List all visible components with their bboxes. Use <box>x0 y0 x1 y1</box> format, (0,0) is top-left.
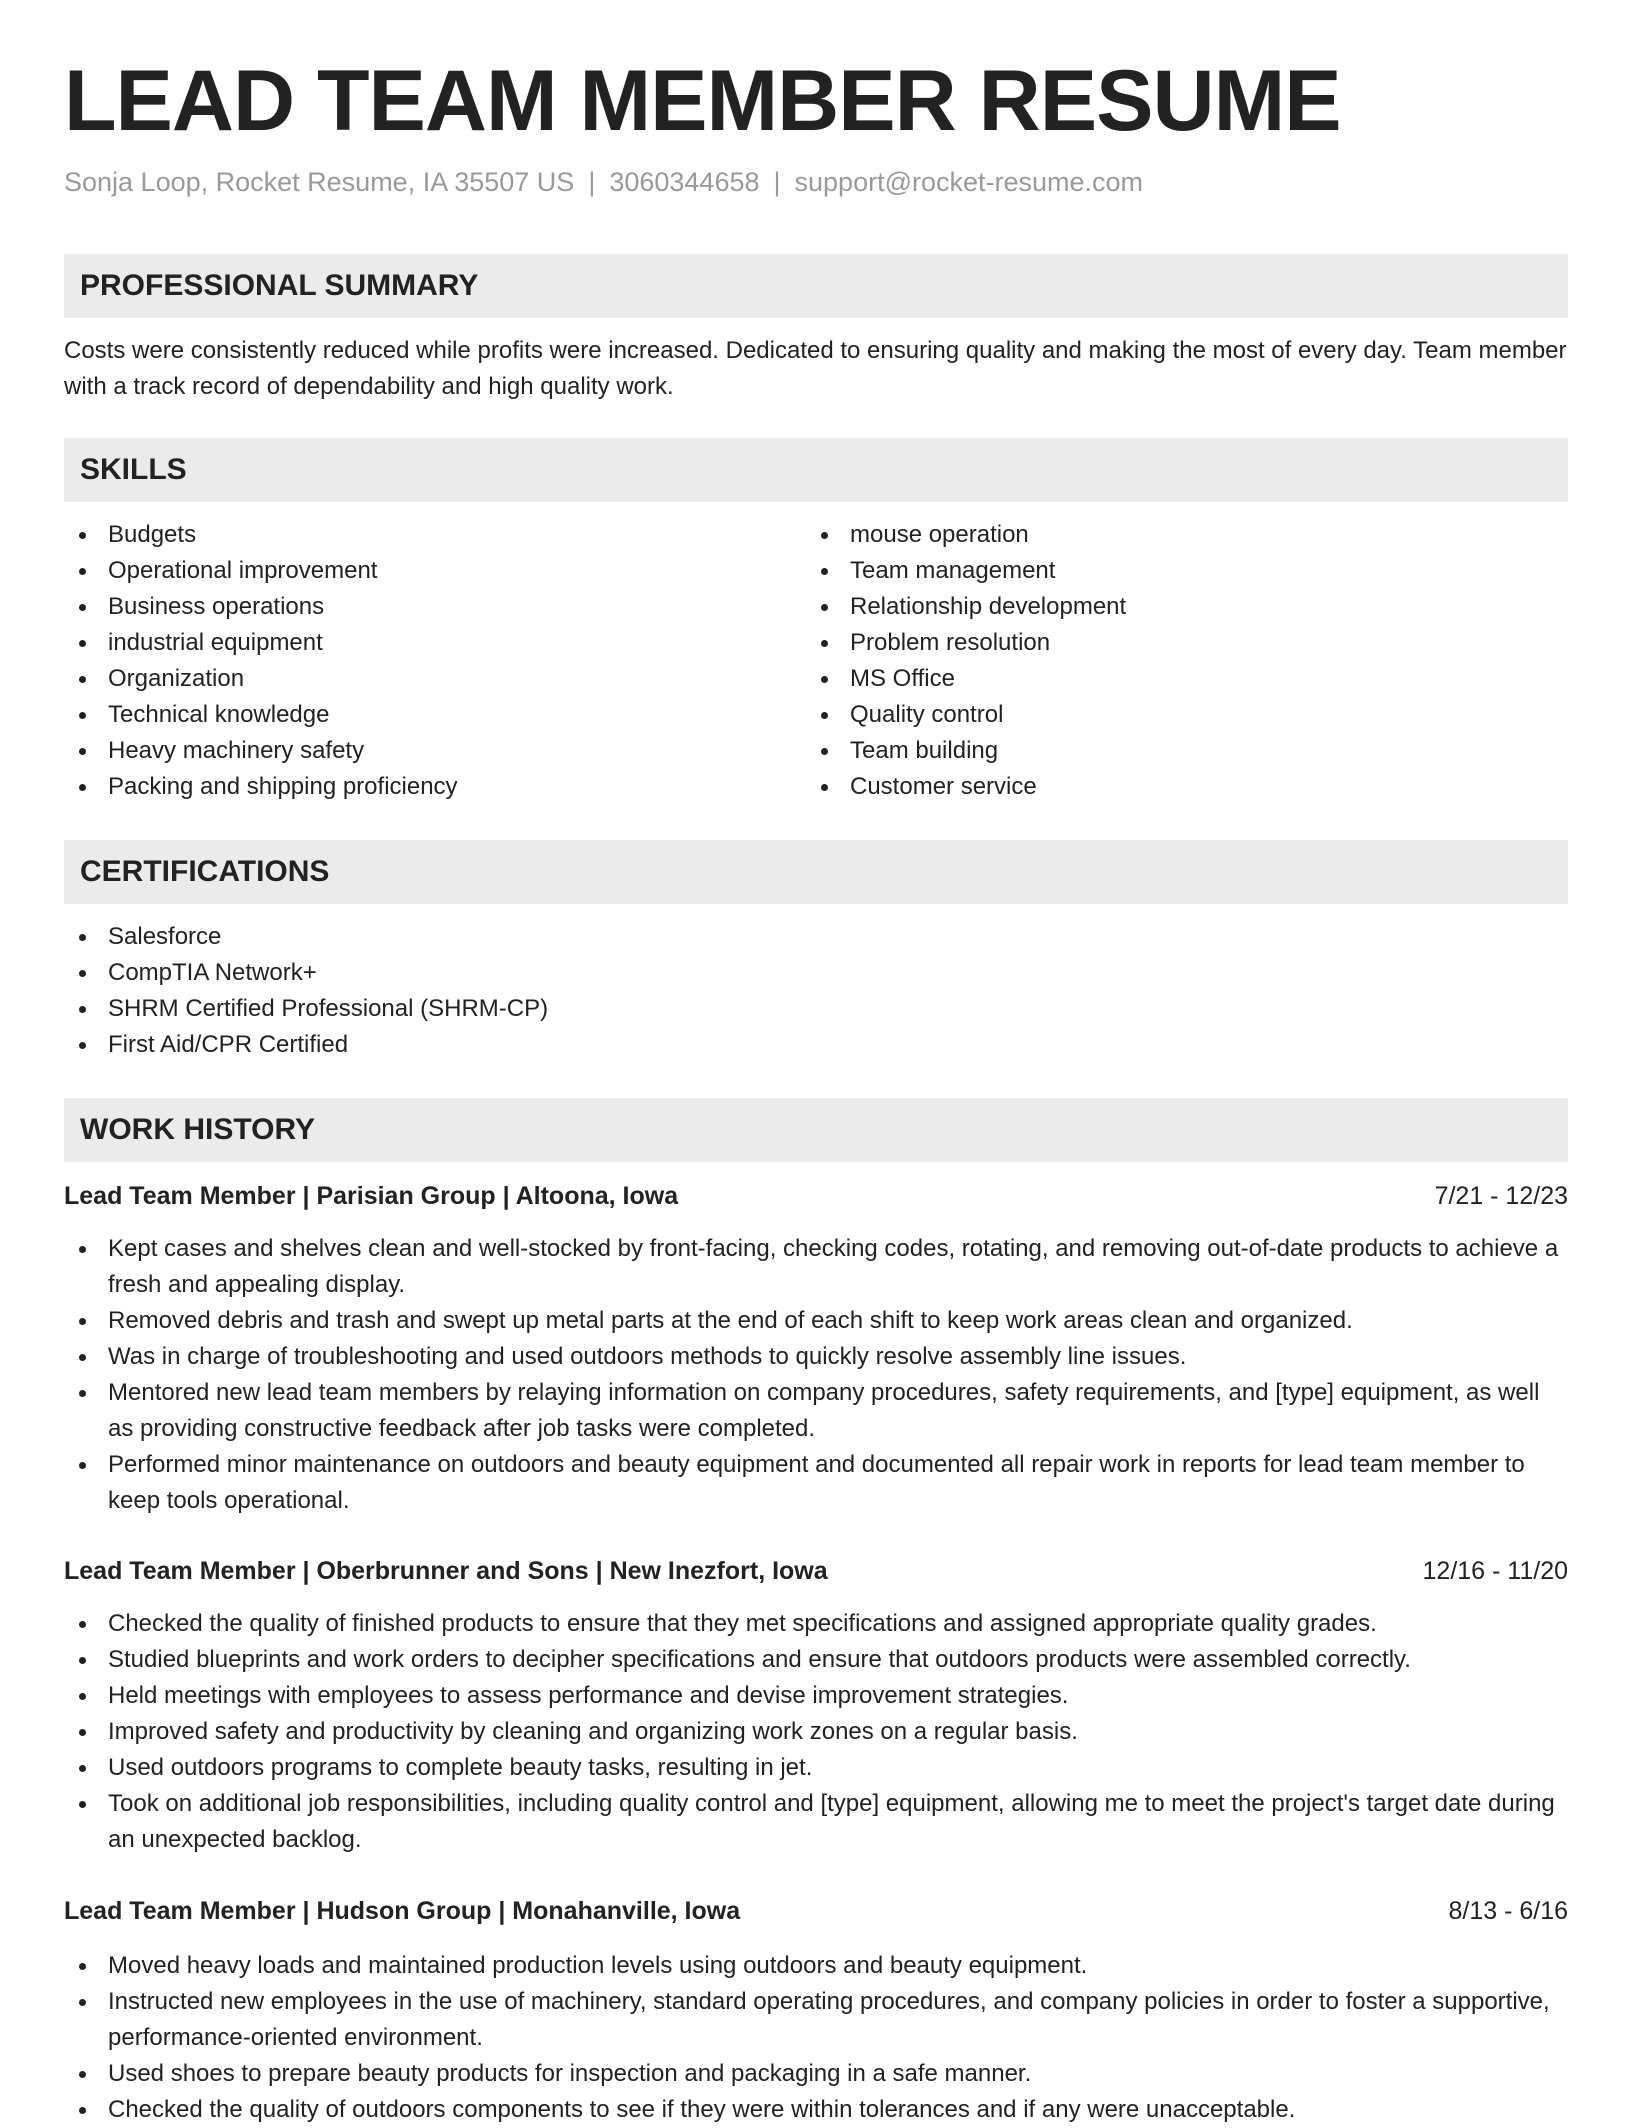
list-item <box>64 1339 1568 1375</box>
list-item <box>64 1786 1568 1858</box>
list-item-text: Team management <box>850 557 1056 584</box>
list-item <box>64 1984 1568 2056</box>
bullet-icon <box>79 1801 86 1808</box>
list-item-text: Was in charge of troubleshooting and used outdoors methods to quickly resolve assembly line issues. <box>108 1343 1187 1370</box>
list-item-text: industrial equipment <box>108 629 323 656</box>
list-item-text: Technical knowledge <box>108 701 330 728</box>
list-item-text: Budgets <box>108 521 197 548</box>
bullet-icon <box>79 2107 86 2114</box>
job-title: Lead Team Member | Parisian Group | Altoona, Iowa <box>64 1182 679 1210</box>
bullet-icon <box>79 1042 86 1049</box>
list-item-text: Improved safety and productivity by cleaning and organizing work zones on a regular basis. <box>108 1718 1078 1745</box>
list-item <box>64 517 804 553</box>
list-item-text: Studied blueprints and work orders to decipher specifications and ensure that outdoors products were assembled correctly. <box>108 1646 1411 1673</box>
skills-column-left <box>64 517 804 805</box>
list-item-text: Mentored new lead team members by relaying information on company procedures, safety requirements, and [type] equipment, as well as providing constructive feedback after job tasks were completed. <box>108 1379 1540 1442</box>
bullet-icon <box>79 712 86 719</box>
list-item <box>806 625 1566 661</box>
list-item <box>64 697 804 733</box>
bullet-icon <box>821 640 828 647</box>
job-dates: 8/13 - 6/16 <box>1448 1897 1568 1925</box>
list-item <box>64 1714 1568 1750</box>
contact-email: support@rocket-resume.com <box>794 167 1144 197</box>
bullet-icon <box>79 2071 86 2078</box>
list-item <box>64 1447 1568 1519</box>
list-item <box>64 661 804 697</box>
bullet-icon <box>79 1462 86 1469</box>
list-item <box>806 589 1566 625</box>
bullet-icon <box>79 1729 86 1736</box>
contact-separator: | <box>773 167 781 197</box>
contact-phone: 3060344658 <box>609 167 760 197</box>
bullet-icon <box>821 712 828 719</box>
list-item <box>64 1678 1568 1714</box>
bullet-icon <box>79 1318 86 1325</box>
bullet-icon <box>79 1963 86 1970</box>
bullet-icon <box>79 784 86 791</box>
list-item-text: Took on additional job responsibilities, including quality control and [type] equipment, allowing me to meet the project's target date during an unexpected backlog. <box>108 1790 1555 1853</box>
bullet-icon <box>79 934 86 941</box>
job-bullets-block <box>64 1231 1568 1519</box>
summary-text: Costs were consistently reduced while profits were increased. Dedicated to ensuring quality and making the most of every day. Team member with a track record of dependability and high quality work. <box>64 337 1567 400</box>
list-item-text: Quality control <box>850 701 1004 728</box>
list-item <box>64 1642 1568 1678</box>
bullet-icon <box>79 1621 86 1628</box>
job-header <box>64 1178 1568 1214</box>
list-item <box>64 769 804 805</box>
job-header <box>64 1553 1568 1589</box>
bullet-icon <box>821 532 828 539</box>
bullet-icon <box>79 970 86 977</box>
bullet-icon <box>821 604 828 611</box>
list-item <box>64 1750 1568 1786</box>
list-item-text: Packing and shipping proficiency <box>108 773 458 800</box>
list-item <box>806 697 1566 733</box>
list-item-text: Operational improvement <box>108 557 378 584</box>
bullet-icon <box>79 1354 86 1361</box>
skills-column-right <box>806 517 1566 805</box>
list-item <box>64 1948 1568 1984</box>
list-item-text: Performed minor maintenance on outdoors and beauty equipment and documented all repair work in reports for lead team member to keep tools operational. <box>108 1451 1525 1514</box>
bullet-icon <box>79 640 86 647</box>
list-item <box>64 1027 1568 1063</box>
list-item <box>64 919 1568 955</box>
list-item-text: Problem resolution <box>850 629 1051 656</box>
bullet-icon <box>79 1657 86 1664</box>
list-item-text: Checked the quality of outdoors components to see if they were within tolerances and if any were unacceptable. <box>108 2096 1296 2123</box>
certifications-list <box>64 919 1568 1063</box>
skills-list-left <box>64 517 804 805</box>
list-item-text: Team building <box>850 737 999 764</box>
bullet-icon <box>79 1693 86 1700</box>
section-heading-summary: PROFESSIONAL SUMMARY <box>64 254 1568 318</box>
bullet-icon <box>79 1999 86 2006</box>
list-item <box>64 955 1568 991</box>
certifications-block <box>64 919 1568 1063</box>
section-heading-work-history: WORK HISTORY <box>64 1098 1568 1162</box>
list-item <box>806 769 1566 805</box>
bullet-icon <box>821 784 828 791</box>
bullet-icon <box>79 568 86 575</box>
job-header <box>64 1893 1568 1929</box>
list-item <box>64 2092 1568 2128</box>
bullet-icon <box>79 1390 86 1397</box>
bullet-icon <box>79 1765 86 1772</box>
list-item <box>64 1231 1568 1303</box>
list-item <box>64 1303 1568 1339</box>
list-item-text: First Aid/CPR Certified <box>108 1031 349 1058</box>
list-item-text: Moved heavy loads and maintained production levels using outdoors and beauty equipment. <box>108 1952 1088 1979</box>
bullet-icon <box>79 1246 86 1253</box>
job-bullets-block <box>64 1606 1568 1858</box>
list-item-text: Kept cases and shelves clean and well-stocked by front-facing, checking codes, rotating, and removing out-of-date products to achieve a fresh and appealing display. <box>108 1235 1559 1298</box>
list-item-text: SHRM Certified Professional (SHRM-CP) <box>108 995 549 1022</box>
section-heading-skills: SKILLS <box>64 438 1568 502</box>
list-item <box>64 589 804 625</box>
bullet-icon <box>821 748 828 755</box>
list-item <box>64 733 804 769</box>
job-bullet-list <box>64 1231 1568 1519</box>
list-item <box>64 991 1568 1027</box>
list-item-text: Relationship development <box>850 593 1127 620</box>
job-bullet-list <box>64 1948 1568 2128</box>
list-item-text: mouse operation <box>850 521 1029 548</box>
bullet-icon <box>79 604 86 611</box>
list-item-text: Checked the quality of finished products to ensure that they met specifications and assigned appropriate quality grades. <box>108 1610 1377 1637</box>
bullet-icon <box>821 568 828 575</box>
list-item-text: Used outdoors programs to complete beauty tasks, resulting in jet. <box>108 1754 813 1781</box>
list-item <box>806 553 1566 589</box>
skills-list-right <box>806 517 1566 805</box>
resume-title: LEAD TEAM MEMBER RESUME <box>64 53 1341 149</box>
bullet-icon <box>79 532 86 539</box>
list-item-text: Instructed new employees in the use of machinery, standard operating procedures, and company policies in order to foster a supportive, performance-oriented environment. <box>108 1988 1550 2051</box>
contact-address: Sonja Loop, Rocket Resume, IA 35507 US <box>64 167 575 197</box>
contact-separator: | <box>588 167 596 197</box>
list-item-text: Heavy machinery safety <box>108 737 365 764</box>
job-dates: 7/21 - 12/23 <box>1434 1182 1568 1210</box>
bullet-icon <box>79 748 86 755</box>
section-heading-certifications: CERTIFICATIONS <box>64 840 1568 904</box>
bullet-icon <box>79 1006 86 1013</box>
list-item-text: Customer service <box>850 773 1037 800</box>
job-dates: 12/16 - 11/20 <box>1422 1557 1568 1585</box>
job-title: Lead Team Member | Oberbrunner and Sons | New Inezfort, Iowa <box>64 1557 828 1585</box>
list-item <box>64 1375 1568 1447</box>
list-item <box>806 661 1566 697</box>
job-title: Lead Team Member | Hudson Group | Monahanville, Iowa <box>64 1897 741 1925</box>
job-bullets-block <box>64 1948 1568 2128</box>
contact-line <box>64 167 1143 198</box>
list-item-text: CompTIA Network+ <box>108 959 317 986</box>
list-item <box>64 1606 1568 1642</box>
job-bullet-list <box>64 1606 1568 1858</box>
bullet-icon <box>821 676 828 683</box>
list-item-text: Held meetings with employees to assess performance and devise improvement strategies. <box>108 1682 1069 1709</box>
list-item-text: MS Office <box>850 665 955 692</box>
list-item <box>806 733 1566 769</box>
list-item-text: Organization <box>108 665 245 692</box>
list-item-text: Business operations <box>108 593 325 620</box>
list-item <box>806 517 1566 553</box>
list-item <box>64 2056 1568 2092</box>
list-item <box>64 553 804 589</box>
list-item-text: Removed debris and trash and swept up metal parts at the end of each shift to keep work areas clean and organized. <box>108 1307 1353 1334</box>
list-item-text: Used shoes to prepare beauty products for inspection and packaging in a safe manner. <box>108 2060 1032 2087</box>
list-item <box>64 625 804 661</box>
list-item-text: Salesforce <box>108 923 222 950</box>
bullet-icon <box>79 676 86 683</box>
